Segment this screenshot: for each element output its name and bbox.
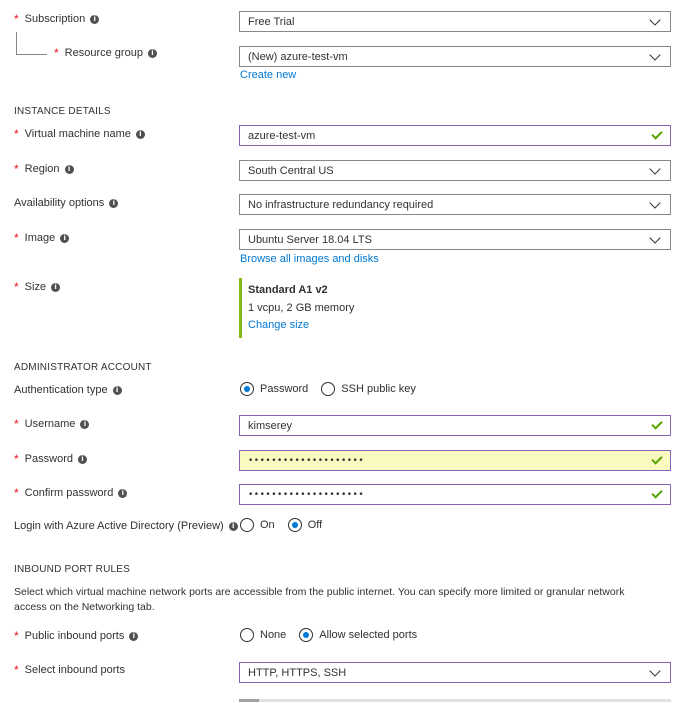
auth-password-radio[interactable] (240, 382, 308, 396)
confirm-password-input[interactable] (239, 484, 671, 505)
checkmark-icon (651, 487, 662, 498)
radio-selected-icon (299, 628, 313, 642)
required-marker: * (14, 486, 19, 500)
aad-off-label: Off (307, 519, 323, 531)
size-label-text: Size (24, 281, 47, 293)
availability-label (14, 197, 118, 209)
region-label (14, 163, 74, 175)
auth-type-label-text: Authentication type (14, 384, 108, 396)
aad-login-label (14, 520, 238, 532)
region-value: South Central US (248, 164, 334, 177)
required-marker: * (14, 12, 19, 26)
info-icon[interactable]: i (136, 130, 145, 139)
vm-name-label (14, 128, 145, 140)
public-ports-label (14, 630, 138, 642)
confirm-password-label-text: Confirm password (24, 487, 114, 499)
size-name: Standard A1 v2 (248, 284, 328, 296)
chevron-down-icon (649, 197, 660, 208)
ports-allow-label: Allow selected ports (319, 629, 418, 641)
browse-images-link[interactable]: Browse all images and disks (240, 253, 379, 265)
aad-off-radio[interactable] (288, 518, 322, 532)
region-label-text: Region (24, 163, 60, 175)
required-marker: * (14, 663, 19, 677)
auth-ssh-label: SSH public key (341, 383, 416, 395)
inbound-rules-heading: INBOUND PORT RULES (14, 564, 131, 575)
image-label (14, 232, 69, 244)
vm-name-label-text: Virtual machine name (24, 128, 131, 140)
info-icon[interactable]: i (51, 283, 60, 292)
select-ports-label (14, 664, 125, 676)
select-ports-select[interactable] (239, 662, 671, 683)
password-label (14, 453, 87, 465)
info-icon[interactable]: i (129, 632, 138, 641)
required-marker: * (14, 231, 19, 245)
info-icon[interactable]: i (90, 15, 99, 24)
info-icon[interactable]: i (65, 165, 74, 174)
admin-account-heading: ADMINISTRATOR ACCOUNT (14, 362, 152, 373)
scrollbar-thumb[interactable] (239, 699, 259, 702)
required-marker: * (14, 127, 19, 141)
radio-unselected-icon (240, 518, 254, 532)
info-icon[interactable]: i (60, 234, 69, 243)
resource-group-select[interactable] (239, 46, 671, 67)
subscription-value: Free Trial (248, 15, 295, 28)
size-spec: 1 vcpu, 2 GB memory (248, 302, 355, 314)
radio-selected-icon (240, 382, 254, 396)
checkmark-icon (651, 418, 662, 429)
info-icon[interactable]: i (80, 420, 89, 429)
aad-on-label: On (260, 519, 275, 531)
chevron-down-icon (649, 665, 660, 676)
select-ports-value: HTTP, HTTPS, SSH (248, 666, 347, 679)
subscription-label-text: Subscription (24, 13, 86, 25)
resource-group-label-text: Resource group (64, 47, 143, 59)
ports-none-label: None (260, 629, 287, 641)
confirm-password-label (14, 487, 127, 499)
create-new-link[interactable]: Create new (240, 69, 297, 81)
size-accent-bar (239, 278, 242, 338)
info-icon[interactable]: i (113, 386, 122, 395)
availability-value: No infrastructure redundancy required (248, 198, 434, 211)
password-value: •••••••••••••••••••• (248, 455, 365, 466)
auth-ssh-radio[interactable] (321, 382, 416, 396)
username-label (14, 418, 89, 430)
chevron-down-icon (649, 163, 660, 174)
required-marker: * (14, 452, 19, 466)
username-label-text: Username (24, 418, 76, 430)
resource-group-label (54, 47, 157, 59)
vm-name-value: azure-test-vm (248, 129, 316, 142)
auth-type-radio-group (240, 382, 416, 396)
confirm-password-value: •••••••••••••••••••• (248, 489, 365, 500)
username-input[interactable] (239, 415, 671, 436)
username-value: kimserey (248, 419, 293, 432)
select-ports-label-text: Select inbound ports (24, 664, 125, 676)
region-select[interactable] (239, 160, 671, 181)
availability-label-text: Availability options (14, 197, 105, 209)
chevron-down-icon (649, 232, 660, 243)
aad-login-label-text: Login with Azure Active Directory (Preview) (14, 520, 224, 532)
resource-group-value: (New) azure-test-vm (248, 50, 348, 63)
change-size-link[interactable]: Change size (248, 319, 310, 331)
image-label-text: Image (24, 232, 56, 244)
info-icon[interactable]: i (148, 49, 157, 58)
info-icon[interactable]: i (229, 522, 238, 531)
chevron-down-icon (649, 49, 660, 60)
aad-login-radio-group (240, 518, 322, 532)
availability-select[interactable] (239, 194, 671, 215)
required-marker: * (14, 280, 19, 294)
subscription-select[interactable] (239, 11, 671, 32)
radio-unselected-icon (240, 628, 254, 642)
tree-connector (16, 32, 47, 55)
scrollbar-track[interactable] (239, 699, 671, 702)
inbound-rules-description: Select which virtual machine network ports are accessible from the public internet. You can specify more limited or granular network access on the Networking tab. (14, 586, 625, 613)
required-marker: * (14, 629, 19, 643)
auth-password-label: Password (260, 383, 309, 395)
image-value: Ubuntu Server 18.04 LTS (248, 233, 372, 246)
radio-selected-icon (288, 518, 302, 532)
public-ports-label-text: Public inbound ports (24, 630, 125, 642)
aad-on-radio[interactable] (240, 518, 275, 532)
chevron-down-icon (649, 14, 660, 25)
vm-name-input[interactable] (239, 125, 671, 146)
required-marker: * (54, 46, 59, 60)
ports-none-radio[interactable] (240, 628, 286, 642)
password-input[interactable] (239, 450, 671, 471)
subscription-label (14, 13, 99, 25)
auth-type-label (14, 384, 122, 396)
checkmark-icon (651, 128, 662, 139)
info-icon[interactable]: i (109, 199, 118, 208)
password-label-text: Password (24, 453, 73, 465)
instance-details-heading: INSTANCE DETAILS (14, 106, 111, 117)
public-ports-radio-group (240, 628, 417, 642)
radio-unselected-icon (321, 382, 335, 396)
required-marker: * (14, 162, 19, 176)
info-icon[interactable]: i (78, 455, 87, 464)
required-marker: * (14, 417, 19, 431)
ports-allow-radio[interactable] (299, 628, 417, 642)
image-select[interactable] (239, 229, 671, 250)
info-icon[interactable]: i (118, 489, 127, 498)
size-label (14, 281, 60, 293)
checkmark-icon (651, 453, 662, 464)
